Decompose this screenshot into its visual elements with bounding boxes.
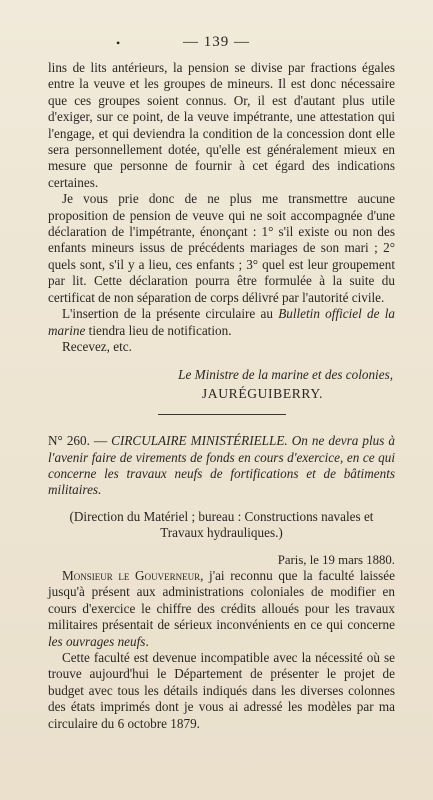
circular-heading (48, 433, 395, 499)
circular-direction: (Direction du Matériel ; bureau : Constructions navales et Travaux hydrauliques.) (69, 508, 374, 541)
page-header (0, 34, 433, 51)
circular-title: CIRCULAIRE MINISTÉRIELLE. (111, 433, 288, 449)
page-number: — 139 — (183, 34, 250, 50)
circular-paragraph-1 (48, 568, 395, 650)
circular-p1-start: j'ai reconnu que la faculté laissée jusqu'à présent aux administrations coloniales de modifier en cours d'exercice le chiffre des crédits alloués pour les travaux militaires présentait de sérieux inconvénients en ce qui concerne (48, 567, 395, 633)
circular-p1-italic: les ouvrages neufs (48, 633, 146, 649)
signature-title: Le Ministre de la marine et des colonies, (178, 367, 393, 383)
paragraph-continuation: lins de lits antérieurs, la pension se divise par fractions égales entre la veuve et les groupes de mineurs. Il est donc nécessaire que ces groupes soient connus. Or, il est d'autant plus utile d'exiger, sur ce point, de la veuve impétrante, une attestation qui l'engage, et qui deviendra la condition de la concession dont elle sera personnellement dotée, qu'elle est généralement mieux en mesure que personne de fournir à cet égard des indications certaines. (48, 60, 395, 190)
document-body (48, 60, 395, 732)
circular-subject: On ne devra plus à l'avenir faire de virements de fonds en cours d'exercice, en ce qui concerne les travaux neufs de fortifications et de bâtiments militaires. (48, 433, 396, 498)
section-divider (158, 414, 286, 415)
circular-salutation: Monsieur le Gouverneur, (62, 567, 204, 583)
paragraph-request: Je vous prie donc de ne plus me transmettre aucune proposition de pension de veuve qui ne soit accompagnée d'une déclaration de l'impétrante, énonçant : 1° s'il existe ou non des enfants mineurs issus de précédents mariages de son mari ; 2° quels sont, s'il y a lieu, ces enfants ; 3° quel est leur groupement par lit. Cette déclaration pourra être formulée à la suite du certificat de non séparation de corps délivré par l'autorité civile. (48, 191, 395, 305)
circular-paragraph-2: Cette faculté est devenue incompatible avec la nécessité où se trouve aujourd'hui le Département de présenter le projet de budget avec tous les détails indiqués dans les diverses colonnes des états imprimés dont je vous ai adressé les modèles par ma circulaire du 6 octobre 1879. (48, 650, 395, 731)
circular-dash: — (89, 433, 112, 449)
circular-number: N° 260. (48, 433, 90, 449)
signature-name: JAURÉGUIBERRY. (201, 385, 323, 401)
bulletin-title: Bulletin officiel de la marine (48, 306, 395, 338)
circular-p1-end: . (145, 633, 149, 649)
circular-date: Paris, le 19 mars 1880. (277, 552, 395, 567)
insertion-text-start: L'insertion de la présente circulaire au (62, 306, 279, 322)
paragraph-closing: Recevez, etc. (62, 338, 132, 354)
paragraph-insertion (48, 306, 395, 339)
page-mark: • (116, 36, 122, 50)
insertion-text-end: tiendra lieu de notification. (85, 322, 232, 338)
